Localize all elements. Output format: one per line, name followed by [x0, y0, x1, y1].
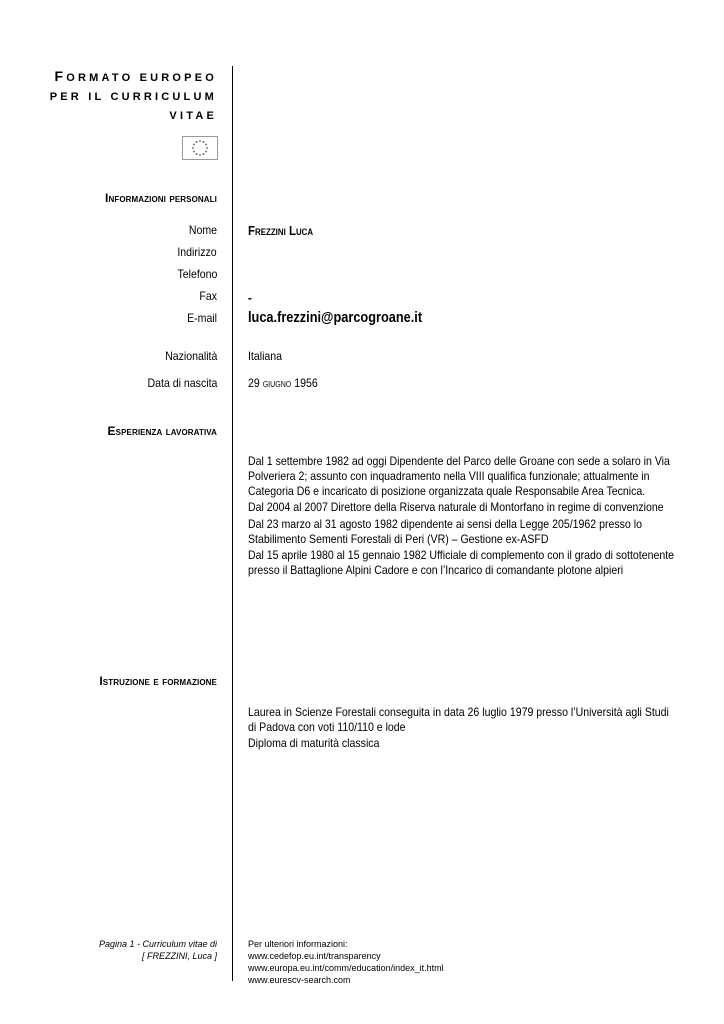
label-nationality: Nazionalità — [164, 349, 217, 363]
label-name: Nome — [188, 223, 217, 237]
education-item: Diploma di maturità classica — [248, 736, 380, 750]
footer-link-cedefop[interactable]: www.cedefop.eu.int/transparency — [248, 951, 381, 961]
footer-page-label: Pagina 1 - Curriculum vitae di — [98, 939, 217, 949]
section-education: Istruzione e formazione — [99, 674, 217, 688]
value-email[interactable]: luca.frezzini@parcogroane.it — [248, 310, 423, 326]
cv-title-line-2: PER IL CURRICULUM — [49, 91, 217, 103]
eu-stars-icon — [183, 137, 217, 159]
cv-title-line-3: VITAE — [169, 110, 217, 122]
label-fax: Fax — [199, 289, 217, 303]
eu-flag-logo — [182, 136, 218, 160]
experience-item: Dal 1 settembre 1982 ad oggi Dipendente del Parco delle Groane con sede a solaro in Via Polveriera 2; assunto con inquadramento nella VIII qualifica funzionale; attualmente in Categoria D6 e incaricato di posizione organizzata quale Responsabile Area Tecnica. — [248, 454, 670, 498]
experience-item: Dal 23 marzo al 31 agosto 1982 dipendente ai sensi della Legge 205/1962 presso lo Stabilimento Sementi Forestali di Peri (VR) – Gestione ex-ASFD — [248, 517, 642, 546]
cv-title-line-1: FORMATO EUROPEO — [54, 68, 217, 84]
label-birth-date: Data di nascita — [147, 376, 217, 390]
value-name: Frezzini Luca — [248, 223, 314, 238]
footer-link-eurescv[interactable]: www.eurescv-search.com — [248, 975, 351, 985]
value-nationality: Italiana — [248, 349, 283, 363]
value-birth-date: 29 giugno 1956 — [248, 376, 318, 390]
section-personal-info: Informazioni personali — [105, 191, 217, 205]
page-footer-left — [99, 938, 217, 962]
experience-item: Dal 2004 al 2007 Direttore della Riserva naturale di Montorfano in regime di convenzione — [248, 500, 664, 514]
value-fax: - — [248, 290, 252, 305]
label-phone: Telefono — [177, 267, 217, 281]
experience-item: Dal 15 aprile 1980 al 15 gennaio 1982 Ufficiale di complemento con il grado di sottotenente presso il Battaglione Alpini Cadore e con l’Incarico di comandante plotone alpieri — [248, 548, 675, 577]
label-email: E-mail — [187, 311, 217, 325]
page-footer-right — [248, 938, 444, 986]
column-divider — [232, 66, 233, 981]
footer-link-europa[interactable]: www.europa.eu.int/comm/education/index_it.html — [248, 963, 444, 973]
section-work-experience: Esperienza lavorativa — [107, 424, 217, 438]
footer-cv-owner: [ FREZZINI, Luca ] — [141, 951, 217, 961]
footer-info-label: Per ulteriori informazioni: — [248, 939, 348, 949]
label-address: Indirizzo — [177, 245, 217, 259]
education-item: Laurea in Scienze Forestali conseguita in data 26 luglio 1979 presso l’Università agli Studi di Padova con voti 110/110 e lode — [248, 705, 669, 734]
